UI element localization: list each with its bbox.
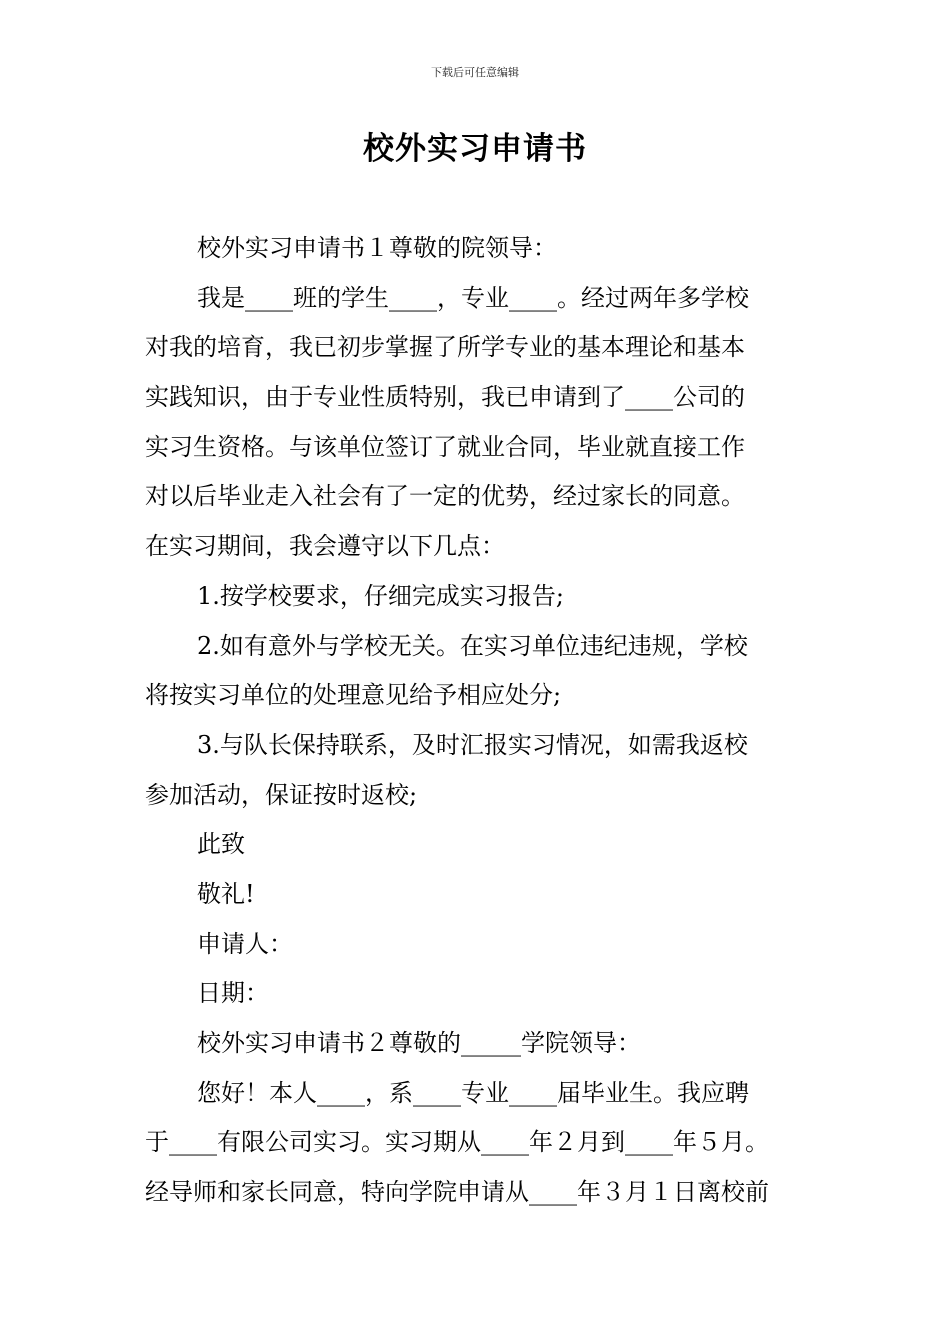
- list-item-2: 2.如有意外与学校无关。在实习单位违纪违规，学校: [197, 631, 748, 660]
- body-line: 实习生资格。与该单位签订了就业合同，毕业就直接工作: [145, 432, 745, 461]
- body-line: 经导师和家长同意，特向学院申请从____年３月１日离校前: [145, 1178, 769, 1207]
- closing-salutation: 此致: [197, 830, 245, 859]
- list-item-3: 3.与队长保持联系，及时汇报实习情况，如需我返校: [197, 730, 748, 759]
- body-line: 您好！本人____，系____专业____届毕业生。我应聘: [197, 1078, 749, 1107]
- body-line: 参加活动，保证按时返校;: [145, 780, 418, 809]
- closing-regards: 敬礼!: [197, 879, 255, 908]
- header-note: 下载后可任意编辑: [431, 66, 519, 79]
- applicant-label: 申请人：: [197, 929, 293, 958]
- body-line: 我是____班的学生____，专业____。经过两年多学校: [197, 283, 749, 312]
- body-line: 对我的培育，我已初步掌握了所学专业的基本理论和基本: [145, 333, 745, 362]
- date-label: 日期：: [197, 979, 269, 1008]
- body-text: [145, 224, 813, 1218]
- body-line: 对以后毕业走入社会有了一定的优势，经过家长的同意。: [145, 482, 745, 511]
- body-line: 将按实习单位的处理意见给予相应处分;: [145, 681, 562, 710]
- second-letter-heading: 校外实习申请书２尊敬的_____学院领导：: [197, 1029, 641, 1057]
- body-line: 实践知识，由于专业性质特别，我已申请到了____公司的: [145, 383, 745, 412]
- body-line: 校外实习申请书１尊敬的院领导：: [197, 234, 557, 262]
- body-line: 于____有限公司实习。实习期从____年２月到____年５月。: [145, 1128, 769, 1157]
- document-title: 校外实习申请书: [363, 131, 587, 167]
- body-line: 在实习期间，我会遵守以下几点：: [145, 532, 505, 561]
- list-item-1: 1.按学校要求，仔细完成实习报告;: [197, 581, 564, 610]
